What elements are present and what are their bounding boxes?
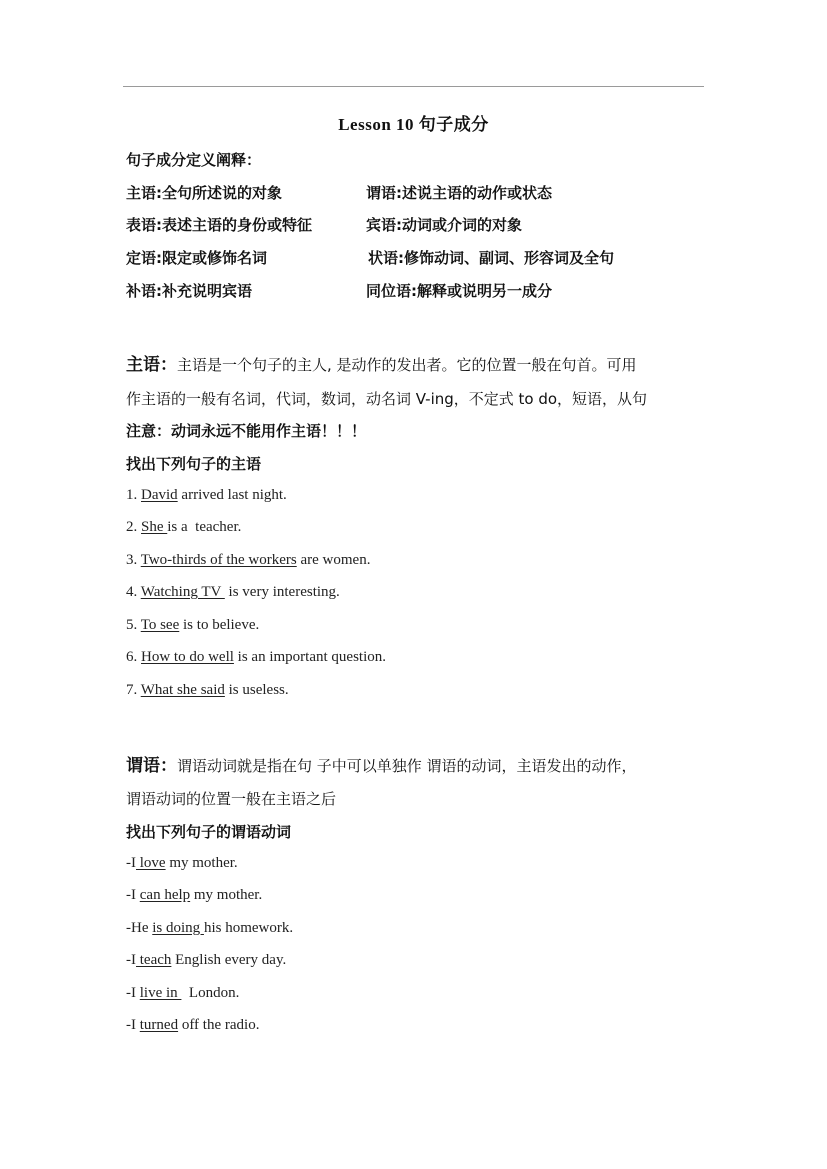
predicate-example [126,887,262,904]
definitions-heading: 句子成分定义阐释： [126,151,262,169]
subject-paragraph-line1 [126,350,637,375]
subject-example [126,552,370,569]
subject-example [126,519,241,536]
definition-right: 同位语:解释或说明另一成分 [366,282,552,300]
definition-left: 主语:全句所述说的对象 [126,184,282,202]
example-text: 3. [126,552,141,568]
example-text: 2. [126,519,141,535]
predicate-text-line1: 谓语动词就是指在句 子中可以单独作 谓语的动词，主语发出的动作， [177,757,637,775]
example-text: is to believe. [179,617,260,633]
example-text: English every day. [171,952,287,968]
definition-left: 定语:限定或修饰名词 [126,249,267,267]
example-text: -He [126,920,153,936]
underlined-predicate: love [136,855,166,871]
example-text: is useless. [224,682,289,698]
underlined-subject: David [141,487,178,503]
underlined-subject: She [141,519,168,535]
example-text: off the radio. [178,1017,260,1033]
example-text: 1. [126,487,141,503]
predicate-example [126,1017,259,1034]
example-text: his homework. [203,920,294,936]
example-text: 6. [126,649,141,665]
underlined-predicate: live in [139,985,182,1001]
underlined-predicate: can help [139,887,191,903]
example-text: -I [126,985,140,1001]
predicate-task: 找出下列句子的谓语动词 [126,823,292,841]
underlined-predicate: is doing [152,920,204,936]
example-text: my mother. [190,887,263,903]
underlined-predicate: teach [136,952,172,968]
subject-example [126,649,386,666]
header-rule [123,86,704,87]
page-title: Lesson 10 句子成分 [338,115,489,134]
definition-right: 宾语:动词或介词的对象 [366,216,522,234]
definition-left: 补语:补充说明宾语 [126,282,252,300]
example-text: -I [126,887,140,903]
example-text: are women. [296,552,371,568]
underlined-subject: To see [140,617,180,633]
example-text: 5. [126,617,141,633]
definition-right: 状语:修饰动词、副词、形容词及全句 [368,249,615,267]
example-text: London. [181,985,240,1001]
underlined-subject: Two-thirds of the workers [140,552,297,568]
subject-example [126,617,259,634]
underlined-subject: How to do well [141,649,234,665]
example-text: is an important question. [233,649,386,665]
example-text: my mother. [165,855,238,871]
predicate-text-line2: 谓语动词的位置一般在主语之后 [126,790,337,808]
subject-text-line1: 主语是一个句子的主人, 是动作的发出者。它的位置一般在句首。可用 [177,356,637,374]
example-text: arrived last night. [177,487,287,503]
example-text: 7. [126,682,141,698]
subject-task: 找出下列句子的主语 [126,455,262,473]
subject-example [126,584,340,601]
underlined-subject: Watching TV [140,584,225,600]
example-text: -I [126,952,136,968]
underlined-subject: What she said [140,682,225,698]
predicate-example [126,855,238,872]
underlined-predicate: turned [139,1017,179,1033]
predicate-paragraph-line1 [126,751,637,776]
example-text: is a teacher. [167,519,242,535]
predicate-head: 谓语： [126,756,177,776]
example-text: -I [126,855,136,871]
definition-left: 表语:表述主语的身份或特征 [126,216,312,234]
subject-head: 主语： [126,355,177,375]
example-text: -I [126,1017,140,1033]
example-text: 4. [126,584,141,600]
predicate-example [126,920,293,937]
predicate-example [126,952,286,969]
subject-example [126,487,287,504]
subject-note: 注意：动词永远不能用作主语！！！ [126,422,367,440]
example-text: is very interesting. [224,584,340,600]
subject-text-line2: 作主语的一般有名词，代词，数词，动名词 V-ing，不定式 to do，短语，从句 [126,390,648,408]
definition-right: 谓语:述说主语的动作或状态 [366,184,552,202]
predicate-example [126,985,239,1002]
subject-example [126,682,289,699]
